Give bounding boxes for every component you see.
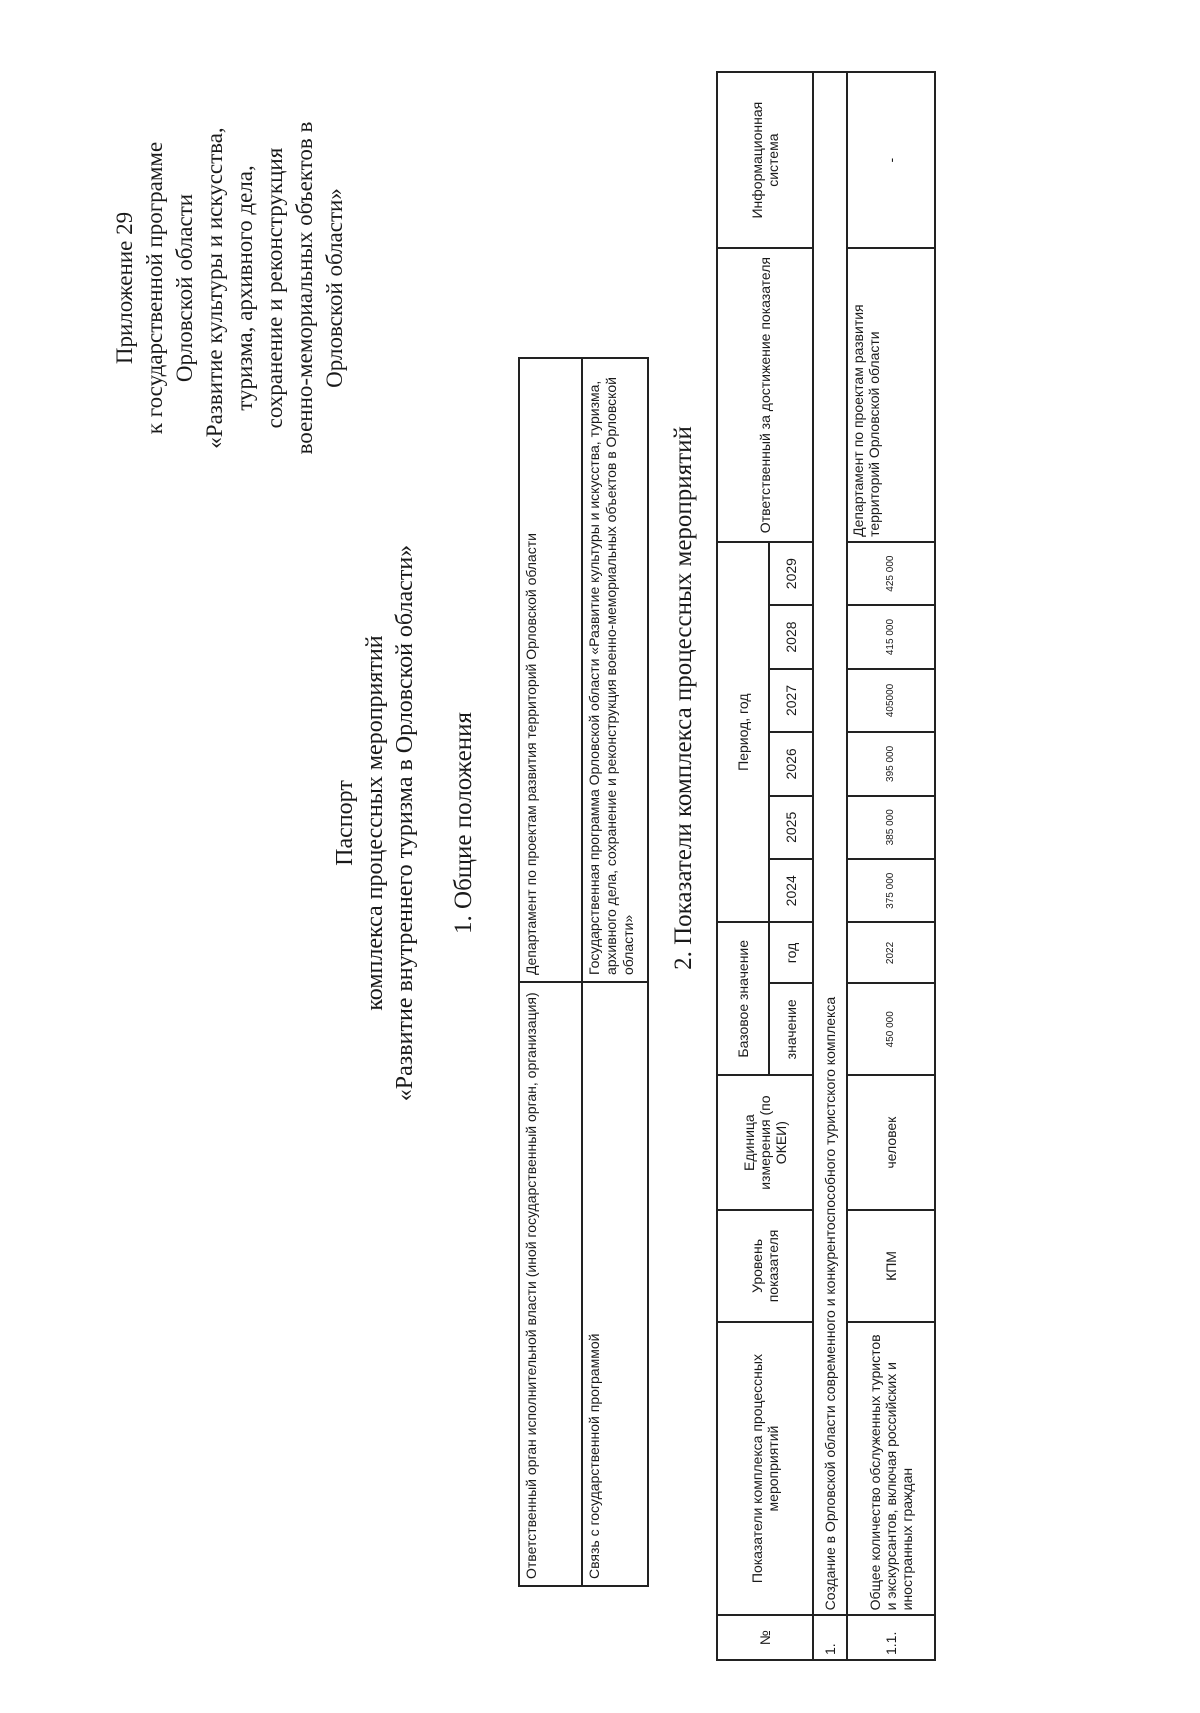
group-row	[813, 72, 847, 1660]
header-row	[717, 72, 769, 1660]
col-header-year: 2025	[769, 796, 813, 859]
row-indicator: Общее количество обслуженных туристов и экскурсантов, включая российских и иностранных граждан	[847, 1322, 935, 1616]
row-value-2025: 385 000	[847, 796, 935, 859]
col-header-base-year: год	[769, 922, 813, 983]
title-line-3: «Развитие внутреннего туризма в Орловской области»	[392, 544, 418, 1102]
section-2-heading: 2. Показатели комплекса процессных мероприятий	[670, 426, 697, 970]
col-header-num: №	[717, 1615, 813, 1660]
general-provisions-table	[518, 357, 649, 1587]
col-header-info-system: Информационная система	[717, 72, 813, 248]
appendix-line: военно-мемориальных объектов в	[292, 121, 317, 455]
col-header-year: 2024	[769, 859, 813, 922]
row-base-value: 450 000	[847, 984, 935, 1076]
row-value-2028: 415 000	[847, 605, 935, 668]
program-link-value: Государственная программа Орловской области «Развитие культуры и искусства, туризма, архивного дела, сохранение и реконструкция военно-мемориальных объектов в Орловской области»	[582, 358, 648, 982]
table-row	[582, 358, 648, 1586]
row-info-system: -	[847, 72, 935, 248]
col-header-year: 2026	[769, 732, 813, 795]
indicators-table	[716, 71, 936, 1661]
col-header-year: 2028	[769, 605, 813, 668]
responsible-authority-label: Ответственный орган исполнительной власти (иной государственный орган, организация)	[519, 982, 582, 1586]
document-title	[330, 373, 420, 1273]
col-header-indicator: Показатели комплекса процессных мероприятий	[717, 1322, 813, 1616]
col-header-year: 2029	[769, 542, 813, 605]
group-title: Создание в Орловской области современного и конкурентоспособного туристского комплекса	[813, 72, 847, 1615]
row-responsible: Департамент по проектам развития территорий Орловской области	[847, 248, 935, 542]
appendix-line: Приложение 29	[112, 211, 137, 365]
col-header-unit: Единица измерения (по ОКЕИ)	[717, 1075, 813, 1210]
appendix-line: туризма, архивного дела,	[232, 165, 257, 411]
row-unit: человек	[847, 1075, 935, 1210]
col-header-level: Уровень показателя	[717, 1210, 813, 1322]
row-value-2024: 375 000	[847, 859, 935, 922]
col-header-responsible: Ответственный за достижение показателя	[717, 248, 813, 542]
appendix-line: к государственной программе	[142, 141, 167, 435]
program-link-label: Связь с государственной программой	[582, 982, 648, 1586]
col-header-base: Базовое значение	[717, 922, 769, 1075]
row-level: КПМ	[847, 1210, 935, 1322]
appendix-line: Орловской области»	[322, 188, 347, 388]
table-row	[519, 358, 582, 1586]
col-header-year: 2027	[769, 669, 813, 732]
row-value-2026: 395 000	[847, 732, 935, 795]
responsible-authority-value: Департамент по проектам развития территорий Орловской области	[519, 358, 582, 982]
title-line-1: Паспорт	[332, 780, 358, 866]
appendix-header	[110, 53, 350, 523]
section-1-heading: 1. Общие положения	[450, 712, 477, 934]
appendix-line: Орловской области	[172, 193, 197, 383]
table-row	[847, 72, 935, 1660]
row-value-2029: 425 000	[847, 542, 935, 605]
appendix-line: «Развитие культуры и искусства,	[202, 127, 227, 449]
appendix-line: сохранение и реконструкция	[262, 147, 287, 429]
col-header-base-value: значение	[769, 984, 813, 1076]
group-number: 1.	[813, 1615, 847, 1660]
row-value-2027: 405000	[847, 669, 935, 732]
row-base-year: 2022	[847, 922, 935, 983]
row-number: 1.1.	[847, 1615, 935, 1660]
col-header-period: Период, год	[717, 542, 769, 923]
title-line-2: комплекса процессных мероприятий	[362, 635, 388, 1011]
